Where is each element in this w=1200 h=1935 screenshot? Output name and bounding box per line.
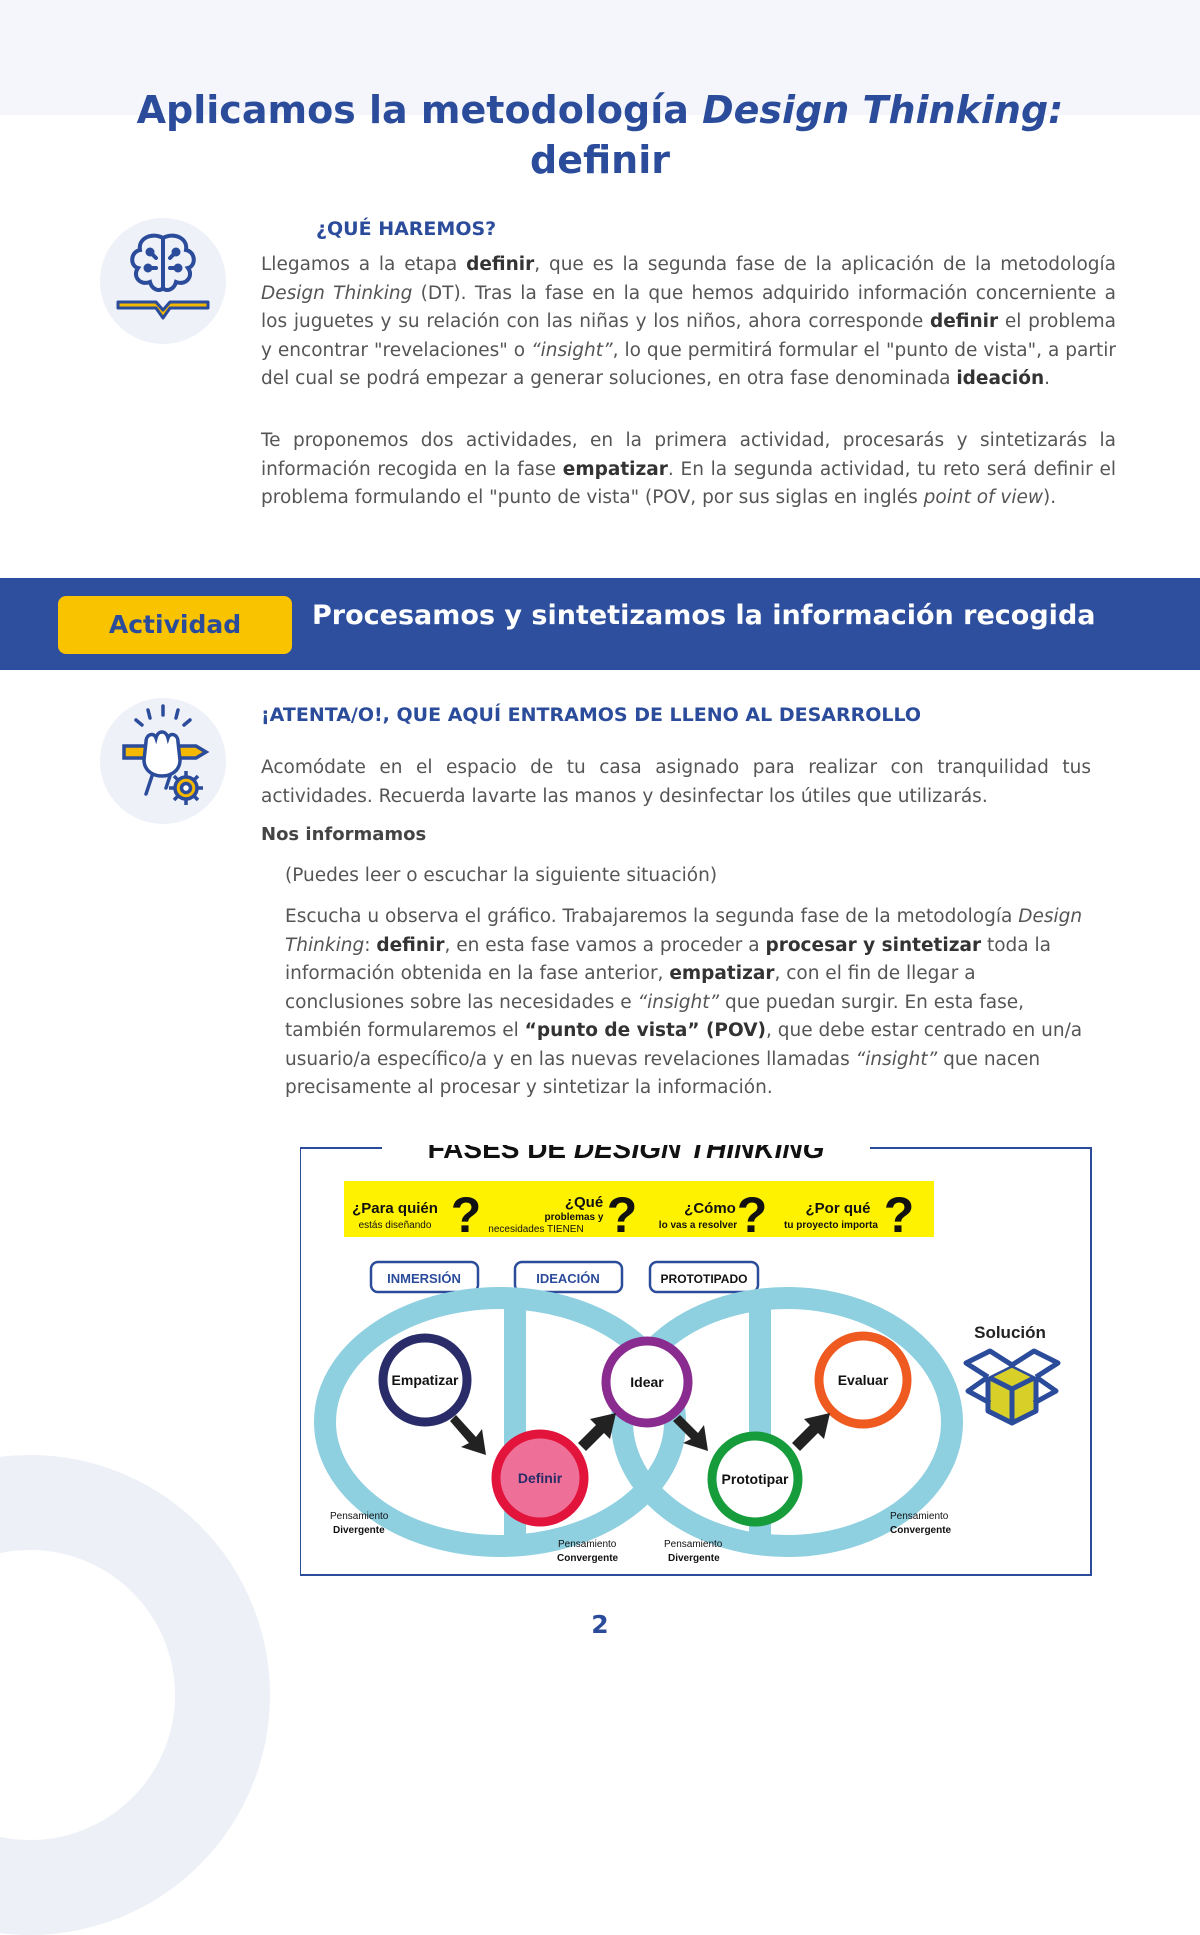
atento-heading: ¡ATENTA/O!, QUE AQUÍ ENTRAMOS DE LLENO AL DESARROLLO xyxy=(261,704,922,726)
que-haremos-heading: ¿QUÉ HAREMOS? xyxy=(316,218,497,240)
nos-informamos-heading: Nos informamos xyxy=(261,824,427,845)
svg-text:estás diseñando: estás diseñando xyxy=(358,1220,432,1231)
svg-text:PROTOTIPADO: PROTOTIPADO xyxy=(660,1272,748,1286)
svg-text:Pensamiento: Pensamiento xyxy=(558,1539,617,1550)
step-prototipar xyxy=(712,1436,798,1522)
arrow-icon xyxy=(450,1415,486,1455)
question-mark: ? xyxy=(450,1187,482,1243)
svg-text:Definir: Definir xyxy=(517,1470,563,1486)
svg-text:Pensamiento: Pensamiento xyxy=(330,1511,389,1522)
svg-text:Empatizar: Empatizar xyxy=(391,1372,459,1388)
svg-text:Solución: Solución xyxy=(974,1323,1046,1342)
activity-title: Procesamos y sintetizamos la información recogida xyxy=(312,600,1096,631)
svg-text:¿Por qué: ¿Por qué xyxy=(805,1200,871,1217)
svg-text:Divergente: Divergente xyxy=(668,1553,720,1564)
step-evaluar xyxy=(819,1336,907,1424)
question-mark: ? xyxy=(883,1187,915,1243)
svg-text:INMERSIÓN: INMERSIÓN xyxy=(387,1271,461,1286)
page-number: 2 xyxy=(591,1610,609,1639)
question-mark: ? xyxy=(736,1187,768,1243)
activity-pill: Actividad xyxy=(58,596,292,654)
page-title: Aplicamos la metodología Design Thinking: definir xyxy=(136,88,1064,182)
atento-paragraph-1: Acomódate en el espacio de tu casa asignado para realizar con tranquilidad tus actividades. Recuerda lavarte las manos y desinfectar los útiles que utilizarás. xyxy=(261,757,1091,807)
svg-text:¿Para quién: ¿Para quién xyxy=(352,1200,438,1217)
svg-text:Prototipar: Prototipar xyxy=(721,1471,789,1487)
que-haremos-paragraph-1: Llegamos a la etapa definir, que es la segunda fase de la aplicación de la metodología Design Thinking (DT). Tras la fase en la que hemos adquirido información concerniente a los juguetes y su relación con las niñas y los niños, ahora corresponde definir el problema y encontrar "revelaciones" o “insight”, lo que permitirá formular el "punto de vista", a partir del cual se podrá empezar a generar soluciones, en otra fase denominada ideación. xyxy=(261,254,1117,389)
svg-text:lo vas a resolver: lo vas a resolver xyxy=(658,1220,738,1231)
solution-box-icon xyxy=(966,1351,1058,1423)
svg-text:necesidades TIENEN: necesidades TIENEN xyxy=(488,1224,584,1235)
atento-paragraph-2: (Puedes leer o escuchar la siguiente situación) xyxy=(285,865,718,886)
svg-text:Convergente: Convergente xyxy=(890,1525,952,1536)
svg-text:Convergente: Convergente xyxy=(557,1553,619,1564)
decorative-arc xyxy=(0,1455,270,1935)
svg-text:Evaluar: Evaluar xyxy=(837,1372,889,1388)
svg-text:problemas y: problemas y xyxy=(544,1212,604,1223)
svg-text:Pensamiento: Pensamiento xyxy=(890,1511,949,1522)
svg-text:Divergente: Divergente xyxy=(333,1525,385,1536)
svg-text:Pensamiento: Pensamiento xyxy=(664,1539,723,1550)
que-haremos-paragraph-2: Te proponemos dos actividades, en la primera actividad, procesarás y sintetizarás la información recogida en la fase empatizar. En la segunda actividad, tu reto será definir el problema formulando el "punto de vista" (POV, por sus siglas en inglés point of view). xyxy=(261,430,1116,508)
arrow-icon xyxy=(792,1413,830,1451)
figure-title: FASES DE DESIGN THINKING xyxy=(427,1145,825,1164)
svg-text:¿Cómo: ¿Cómo xyxy=(684,1200,736,1217)
step-empatizar xyxy=(383,1338,467,1422)
atento-paragraph-3: Escucha u observa el gráfico. Trabajaremos la segunda fase de la metodología Design Thinking: definir, en esta fase vamos a proceder a procesar y sintetizar toda la información obtenida en la fase anterior, empatizar, con el fin de llegar a conclusiones sobre las necesidades e “insight” que puedan surgir. En esta fase, también formularemos el “punto de vista” (POV), que debe estar centrado en un/a usuario/a específico/a y en las nuevas revelaciones llamadas “insight” que nacen precisamente al procesar y sintetizar la información. xyxy=(285,906,1083,1098)
step-idear xyxy=(606,1341,688,1423)
brain-book-icon xyxy=(100,218,226,344)
svg-text:tu proyecto importa: tu proyecto importa xyxy=(784,1220,878,1231)
design-thinking-figure xyxy=(300,1145,1092,1577)
question-mark: ? xyxy=(606,1187,638,1243)
svg-text:IDEACIÓN: IDEACIÓN xyxy=(536,1271,600,1286)
arrow-icon xyxy=(578,1413,616,1451)
step-definir xyxy=(496,1434,584,1522)
svg-text:¿Qué: ¿Qué xyxy=(564,1194,604,1211)
hand-pencil-gear-icon xyxy=(100,698,226,824)
svg-text:Idear: Idear xyxy=(630,1374,664,1390)
